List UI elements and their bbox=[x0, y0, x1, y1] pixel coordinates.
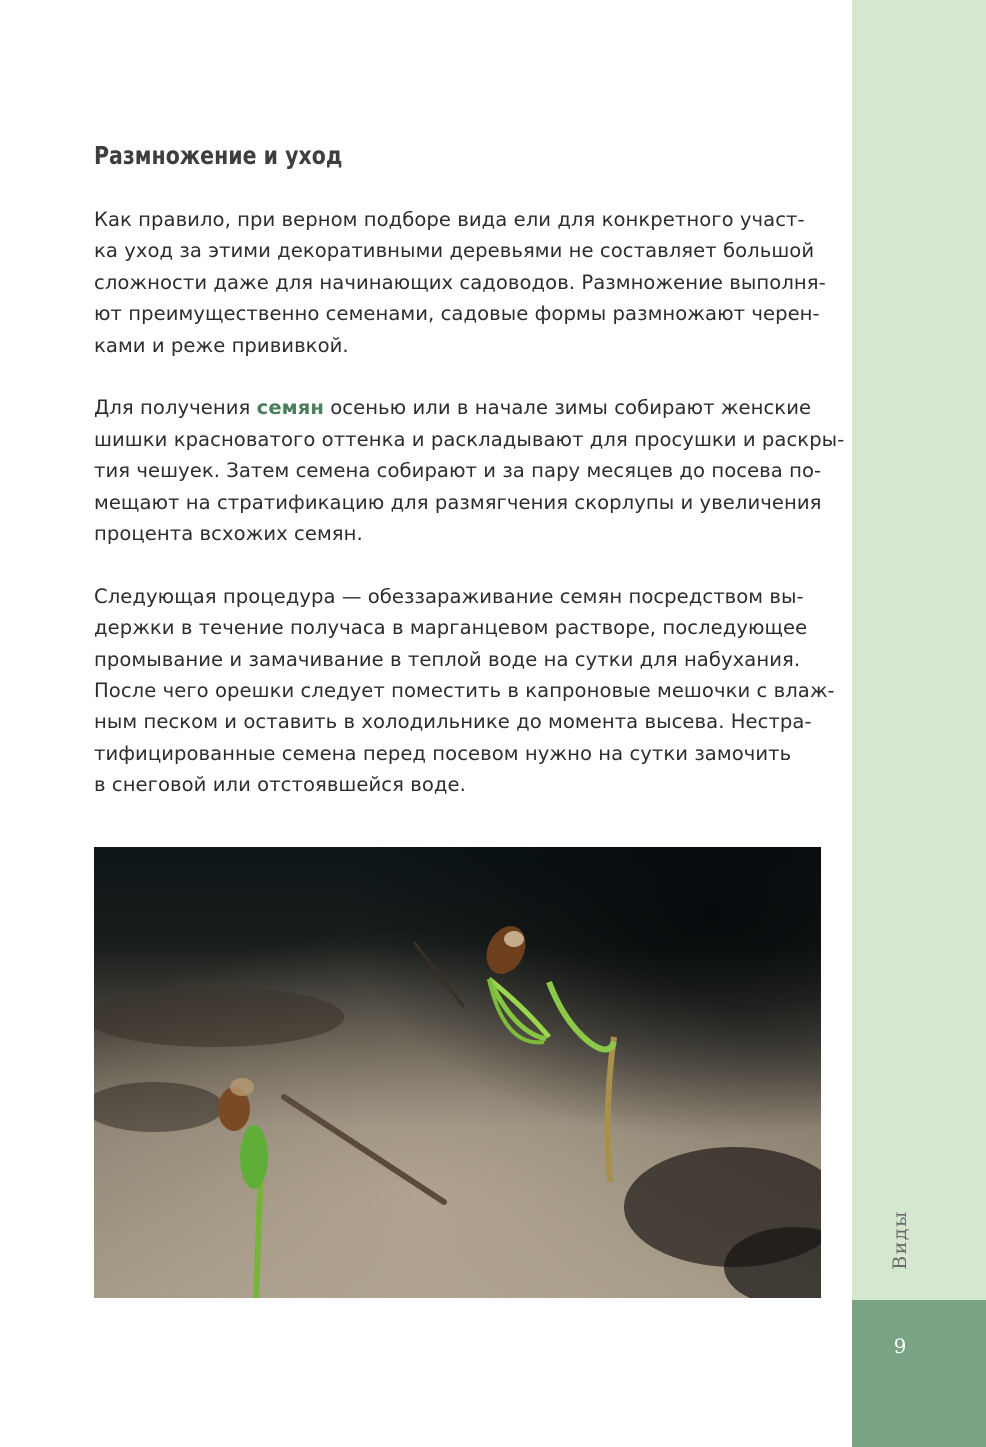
text-line: промывание и замачивание в теплой воде на сутки для набухания. bbox=[94, 647, 801, 671]
page-number: 9 bbox=[893, 1334, 907, 1358]
sidebar-band bbox=[852, 0, 986, 1300]
text-line: тия чешуек. Затем семена собирают и за пару месяцев до посева по- bbox=[94, 459, 822, 483]
section-heading: Размножение и уход bbox=[94, 141, 343, 170]
text-line: ками и реже прививкой. bbox=[94, 333, 349, 357]
paragraph-intro bbox=[94, 204, 829, 361]
text-line: шишки красноватого оттенка и раскладывают для просушки и раскры- bbox=[94, 427, 845, 451]
highlighted-term: семян bbox=[256, 396, 324, 420]
seedlings-photo bbox=[94, 847, 821, 1298]
text-line: тифицированные семена перед посевом нужно на сутки замочить bbox=[94, 741, 792, 765]
text-line: сложности даже для начинающих садоводов. Размножение выполня- bbox=[94, 270, 826, 294]
text-line: процента всхожих семян. bbox=[94, 522, 363, 546]
text-line: ным песком и оставить в холодильнике до момента высева. Нестра- bbox=[94, 710, 812, 734]
text-line: мещают на стратификацию для размягчения скорлупы и увеличения bbox=[94, 490, 822, 514]
text-line bbox=[94, 392, 829, 423]
paragraph-seeds bbox=[94, 392, 845, 549]
text-line: ют преимущественно семенами, садовые формы размножают черен- bbox=[94, 302, 820, 326]
text-line: ка уход за этими декоративными деревьями не составляет большой bbox=[94, 239, 815, 263]
paragraph-procedure bbox=[94, 581, 835, 801]
article bbox=[94, 138, 845, 801]
text-fragment: осенью или в начале зимы собирают женские bbox=[323, 396, 812, 420]
text-line: Как правило, при верном подборе вида ели для конкретного участ- bbox=[94, 208, 805, 231]
page-number-band bbox=[852, 1300, 986, 1447]
text-fragment: Для получения bbox=[94, 396, 257, 420]
text-line: в снеговой или отстоявшейся воде. bbox=[94, 773, 466, 797]
text-line: держки в течение получаса в марганцевом растворе, последующее bbox=[94, 616, 808, 640]
text-line: Следующая процедура — обеззараживание семян посредством вы- bbox=[94, 584, 804, 608]
text-line: После чего орешки следует поместить в капроновые мешочки с влаж- bbox=[94, 679, 835, 703]
section-label: Виды bbox=[889, 1210, 911, 1270]
